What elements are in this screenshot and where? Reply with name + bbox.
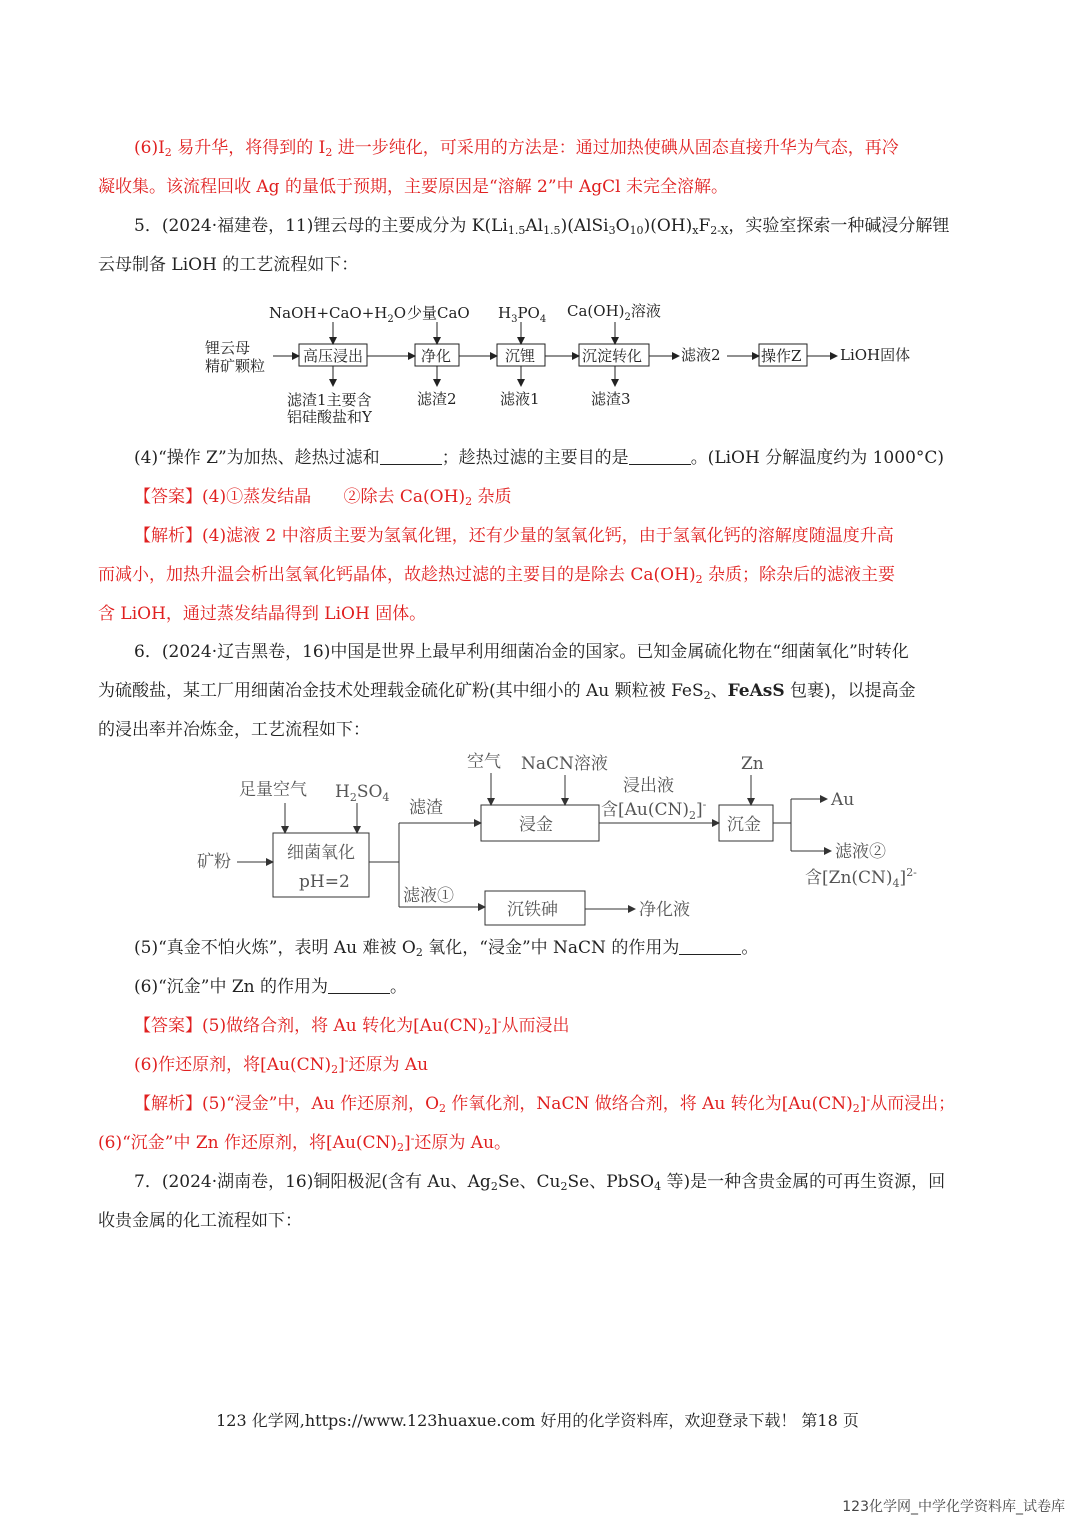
q7-intro-line1: 7．(2024·湖南卷，16)铜阳极泥(含有 Au、$Ag_2Se$、$Cu_2Se$、PbSO$_4$ 等)是一种含贵金属的可再生资源，回 xyxy=(134,1172,946,1193)
q6-answer-line1: 【答案】(5)做络合剂，将 Au 转化为$[Au(CN)_2]^-$从而浸出 xyxy=(134,1015,570,1037)
q6-product-au: Au xyxy=(831,790,855,810)
q5-out3: 滤液1 xyxy=(500,390,540,408)
q5-out2: 滤渣2 xyxy=(417,390,457,408)
q5-reagent3: $H_3PO_4$ xyxy=(498,304,547,325)
q5-intro-line2: 云母制备 LiOH 的工艺流程如下： xyxy=(98,255,359,275)
q6-feed: 矿粉 xyxy=(197,852,231,872)
q6-box2: 浸金 xyxy=(519,815,553,835)
q6-intro-line3: 的浸出率并冶炼金，工艺流程如下： xyxy=(98,720,370,740)
q6-residue: 滤渣 xyxy=(409,798,443,818)
q5-analysis-line1: 【解析】(4)滤液 2 中溶质主要为氢氧化锂，还有少量的氢氧化钙，由于氢氧化钙的溶解度随温度升高 xyxy=(134,526,894,546)
q5-box2: 净化 xyxy=(421,347,452,365)
page-footer: 123 化学网,https://www.123huaxue.com 好用的化学资料库，欢迎登录下载！ 第18 页 xyxy=(216,1411,859,1430)
q6-q5: (5)“真金不怕火炼”，表明 Au 难被 $O_2$ 氧化，“浸金”中 NaCN 的作用为 。 xyxy=(134,938,759,959)
q6-reagent-air2: 空气 xyxy=(467,752,501,772)
q6-intro-line2: 为硫酸盐，某工厂用细菌冶金技术处理载金硫化矿粉(其中细小的 Au 颗粒被 FeS$_2$、FeAsS 包裹)，以提高金 xyxy=(98,681,916,702)
q6-q6: (6)“沉金”中 Zn 的作用为 。 xyxy=(134,977,408,997)
q6-filtrate2-line2: 含$[Zn(CN)_4]^{2-}$ xyxy=(805,866,917,890)
q5-feed-line2: 精矿颗粒 xyxy=(205,357,266,375)
q5-question: (4)“操作 Z”为加热、趁热过滤和 ；趁热过滤的主要目的是 。(LiOH 分解温度约为 1000°C) xyxy=(134,448,945,468)
q5-flow-diagram xyxy=(195,298,935,430)
watermark: 123化学网_中学化学资料库_试卷库 xyxy=(842,1499,1065,1515)
q5-reagent1: $NaOH+CaO+H_2O$ xyxy=(269,304,407,325)
q6-filtrate1: 滤液① xyxy=(403,886,454,906)
q6-reagent-acid: $H_2SO_4$ xyxy=(335,782,390,804)
q6-box4: 沉铁砷 xyxy=(507,900,558,920)
q5-product: LiOH固体 xyxy=(840,346,911,364)
q7-intro-line2: 收贵金属的化工流程如下： xyxy=(98,1211,302,1231)
q6-flow-diagram xyxy=(195,745,935,930)
q5-mid: 滤液2 xyxy=(681,346,721,364)
q6-reagent-air: 足量空气 xyxy=(239,780,307,800)
q4-part6-line2: 凝收集。该流程回收 Ag 的量低于预期，主要原因是“溶解 2”中 AgCl 未完全溶解。 xyxy=(98,177,728,197)
q6-answer-line2: (6)作还原剂，将$[Au(CN)_2]^-$还原为 Au xyxy=(134,1054,429,1076)
q6-box3: 沉金 xyxy=(727,815,761,835)
q6-leach-line1: 浸出液 xyxy=(623,776,674,796)
q5-box5: 操作Z xyxy=(761,347,802,365)
q6-box1-line1: 细菌氧化 xyxy=(287,843,355,863)
q5-out4: 滤渣3 xyxy=(591,390,631,408)
q5-intro-line1: 5．(2024·福建卷，11)锂云母的主要成分为 $K(Li_{1.5}Al_{1.5})(AlSi_3O_{10})(OH)_xF_{2-X}$，实验室探索一种碱浸分解锂 xyxy=(134,216,950,237)
q5-reagent2: 少量CaO xyxy=(407,304,470,322)
q6-intro-line1: 6．(2024·辽吉黑卷，16)中国是世界上最早利用细菌冶金的国家。已知金属硫化物在“细菌氧化”时转化 xyxy=(134,642,909,662)
q5-box4: 沉淀转化 xyxy=(582,347,643,365)
q6-purified: 净化液 xyxy=(639,900,690,920)
q4-part6-line1: $(6)I_2$ 易升华，将得到的 $I_2$ 进一步纯化，可采用的方法是：通过加热使碘从固态直接升华为气态，再冷 xyxy=(134,138,899,159)
q6-analysis-line1: 【解析】(5)“浸金”中，Au 作还原剂，$O_2$ 作氧化剂，NaCN 做络合剂，将 Au 转化为$[Au(CN)_2]^-$从而浸出； xyxy=(134,1093,956,1115)
q6-leach-line2: 含$[Au(CN)_2]^-$ xyxy=(601,798,707,822)
q5-out1-line1: 滤渣1主要含 xyxy=(287,391,372,409)
q5-box3: 沉锂 xyxy=(505,347,536,365)
q5-box1: 高压浸出 xyxy=(303,347,364,365)
q5-analysis-line2: 而减小，加热升温会析出氢氧化钙晶体，故趁热过滤的主要目的是除去 $Ca(OH)_2$ 杂质；除杂后的滤液主要 xyxy=(98,565,895,586)
q6-box1-line2: pH=2 xyxy=(299,872,350,892)
q5-out1-line2: 铝硅酸盐和Y xyxy=(287,408,372,426)
q6-analysis-line2: (6)“沉金”中 Zn 作还原剂，将$[Au(CN)_2]^-$还原为 Au。 xyxy=(98,1132,512,1154)
q5-feed-line1: 锂云母 xyxy=(205,339,251,357)
q5-answer: 【答案】(4)①蒸发结晶 ②除去 $Ca(OH)_2$ 杂质 xyxy=(134,487,512,508)
q6-filtrate2-line1: 滤液② xyxy=(835,842,886,862)
q5-reagent4: $Ca(OH)_2$溶液 xyxy=(567,302,661,323)
q6-reagent-zn: Zn xyxy=(741,754,764,774)
q6-reagent-nacn: NaCN溶液 xyxy=(521,754,608,774)
q5-analysis-line3: 含 LiOH，通过蒸发结晶得到 LiOH 固体。 xyxy=(98,604,427,624)
